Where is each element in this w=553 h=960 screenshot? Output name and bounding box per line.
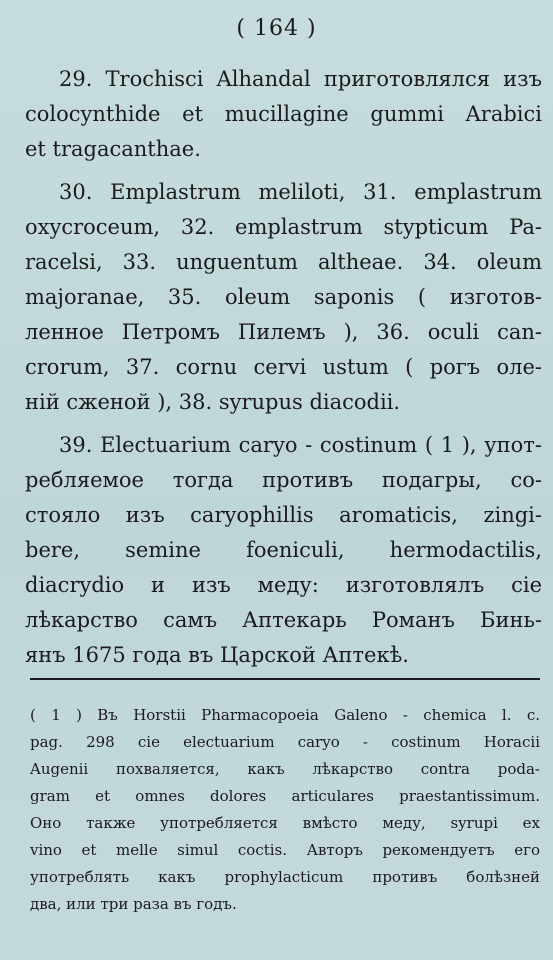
body-text [25, 62, 542, 673]
footnote-line: Оно также употребляется вмѣсто меду, syrupi ex [30, 814, 540, 832]
body-line: racelsi, 33. unguentum altheae. 34. oleum [25, 250, 542, 274]
body-line: 29. Trochisci Alhandal приготовлялся изъ [59, 67, 542, 91]
body-line: bere, semine foeniculi, hermodactilis, [25, 538, 542, 562]
page-number: ( 164 ) [236, 16, 317, 41]
body-line: et tragacanthae. [25, 137, 201, 161]
footnote-line: vino et melle simul coctis. Авторъ рекомендуетъ его [30, 841, 540, 859]
footnote-divider [30, 678, 540, 680]
body-line: colocynthide et mucillagine gummi Arabici [25, 102, 542, 126]
body-line: crorum, 37. cornu cervi ustum ( рогъ оле- [25, 355, 542, 379]
body-line: лѣкарство самъ Аптекарь Романъ Бинь- [25, 608, 542, 632]
footnote-line: gram et omnes dolores articulares praestantissimum. [30, 787, 540, 805]
body-line: diacrydio и изъ меду: изготовлялъ сіе [25, 573, 542, 597]
body-line: 30. Emplastrum meliloti, 31. emplastrum [59, 180, 542, 204]
footnote-line: два, или три раза въ годъ. [30, 895, 237, 913]
body-line: ребляемое тогда противъ подагры, со- [25, 468, 542, 492]
body-line: янъ 1675 года въ Царской Аптекѣ. [25, 643, 409, 667]
footnote [30, 702, 540, 918]
body-line: стояло изъ caryophillis aromaticis, zingi- [25, 503, 542, 527]
footnote-line: Augenii похваляется, какъ лѣкарство contra poda- [30, 760, 540, 778]
footnote-line: ( 1 ) Въ Horstii Pharmacopoeia Galeno - chemica l. c. [30, 706, 540, 724]
body-line: majoranae, 35. oleum saponis ( изготов- [25, 285, 542, 309]
body-line: 39. Electuarium caryo - costinum ( 1 ), упот- [59, 433, 542, 457]
footnote-line: употреблять какъ prophylacticum противъ болѣзней [30, 868, 540, 886]
body-line: ній сженой ), 38. syrupus diacodii. [25, 390, 401, 414]
body-line: ленное Петромъ Пилемъ ), 36. oculi can- [25, 320, 542, 344]
body-line: oxycroceum, 32. emplastrum stypticum Pa- [25, 215, 542, 239]
footnote-line: pag. 298 сіе electuarium caryo - costinum Horacii [30, 733, 540, 751]
